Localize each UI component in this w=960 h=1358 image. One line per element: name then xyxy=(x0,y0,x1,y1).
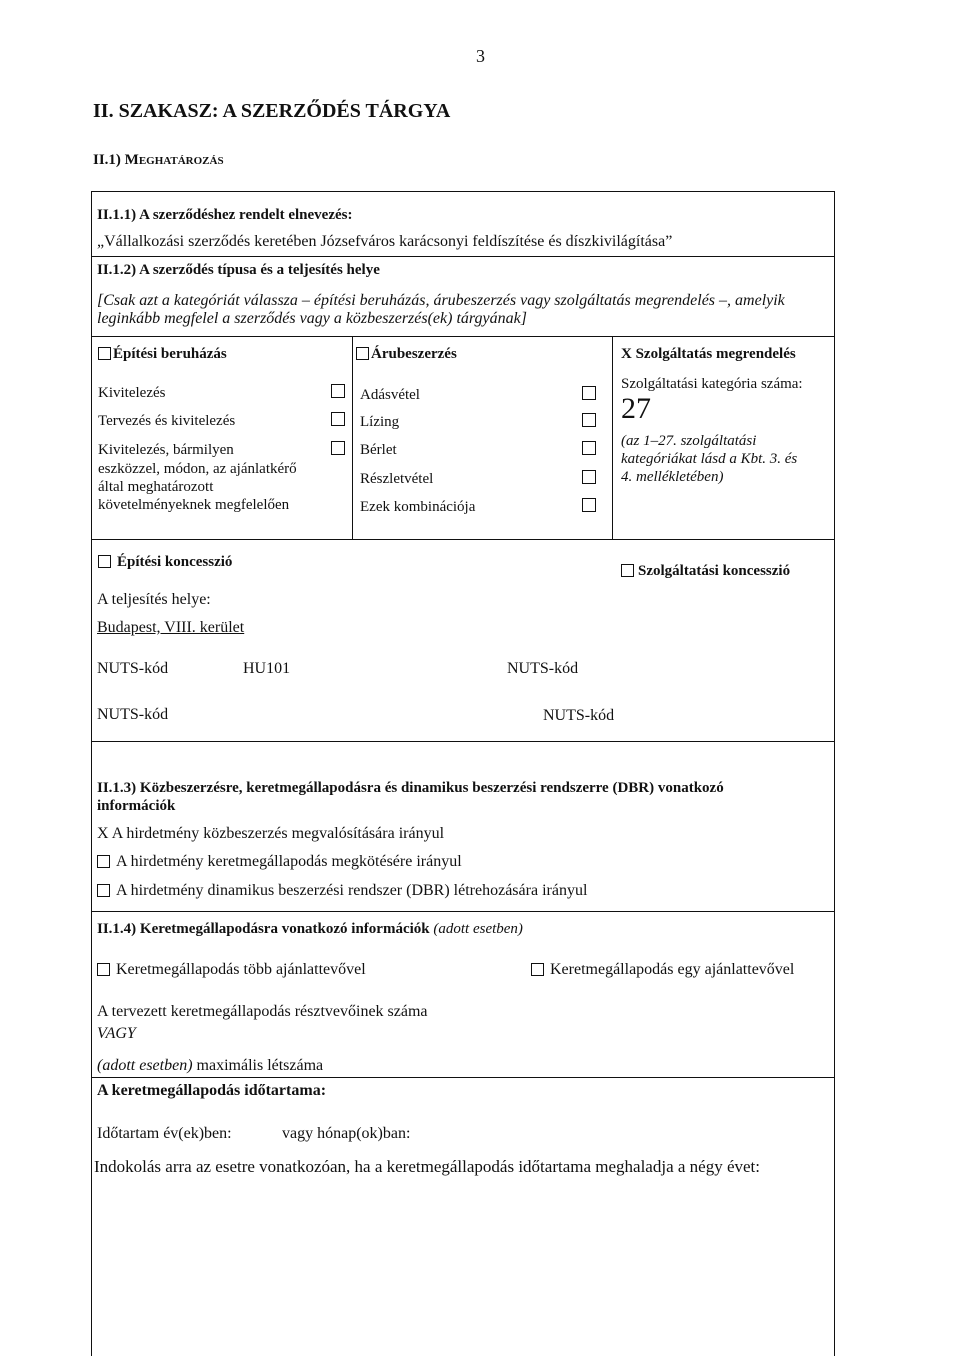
service-header xyxy=(621,346,796,363)
section-title: II. SZAKASZ: A SZERZŐDÉS TÁRGYA xyxy=(93,100,451,122)
s113-option-dps-checkbox[interactable] xyxy=(97,884,110,897)
s113-option-procurement xyxy=(97,825,444,843)
supply-item-lease: Lízing xyxy=(360,414,400,430)
service-concession-checkbox[interactable] xyxy=(621,564,634,577)
supply-title: Árubeszerzés xyxy=(371,346,457,362)
framework-single-label: Keretmegállapodás egy ajánlattevővel xyxy=(550,961,795,978)
divider-s114 xyxy=(91,911,835,912)
service-title: Szolgáltatás megrendelés xyxy=(635,346,796,362)
service-category-value[interactable]: 27 xyxy=(621,392,651,425)
works-item-any-means-3: által meghatározott xyxy=(98,479,214,495)
works-design-execution-checkbox[interactable] xyxy=(331,412,345,426)
s112-note-2: leginkább megfelel a szerződés vagy a közbeszerzés(ek) tárgyának] xyxy=(97,310,527,327)
works-any-means-checkbox[interactable] xyxy=(331,441,345,455)
service-concession-label: Szolgáltatási koncesszió xyxy=(638,563,791,579)
subsection-heading xyxy=(93,152,224,169)
form-top-border xyxy=(91,191,835,192)
duration-title: A keretmegállapodás időtartama: xyxy=(97,1082,327,1099)
s114-heading-text: II.1.4) Keretmegállapodásra vonatkozó információk xyxy=(97,921,430,937)
service-mark[interactable]: X xyxy=(621,346,632,362)
service-concession xyxy=(621,563,790,580)
divider-concessions xyxy=(91,539,835,540)
service-note-2: kategóriákat lásd a Kbt. 3. és xyxy=(621,451,798,467)
framework-single-checkbox[interactable] xyxy=(531,963,544,976)
works-item-any-means-4: követelményeknek megfelelően xyxy=(98,497,290,513)
works-concession xyxy=(98,554,232,571)
max-participants-italic: (adott esetben) xyxy=(97,1057,193,1074)
service-note-1: (az 1–27. szolgáltatási xyxy=(621,433,757,449)
form-left-border xyxy=(91,191,92,1356)
supply-purchase-checkbox[interactable] xyxy=(582,386,596,400)
framework-multi xyxy=(97,961,366,979)
s113-option-dps xyxy=(97,882,587,900)
page-number: 3 xyxy=(476,46,485,66)
works-item-any-means-1: Kivitelezés, bármilyen xyxy=(98,442,234,458)
works-concession-label: Építési koncesszió xyxy=(117,554,233,570)
s114-heading xyxy=(97,921,523,938)
nuts-label-2: NUTS-kód xyxy=(507,660,579,677)
supply-item-combination: Ezek kombinációja xyxy=(360,499,476,515)
supply-hire-purchase-checkbox[interactable] xyxy=(582,470,596,484)
service-category-label: Szolgáltatási kategória száma: xyxy=(621,376,803,392)
nuts-label-1: NUTS-kód xyxy=(97,660,169,677)
supply-item-hire-purchase: Részletvétel xyxy=(360,471,434,487)
nuts-value-1[interactable]: HU101 xyxy=(243,660,291,677)
supply-item-purchase: Adásvétel xyxy=(360,387,420,403)
nuts-label-4: NUTS-kód xyxy=(543,707,615,724)
s113-option-procurement-mark[interactable]: X xyxy=(97,825,109,842)
s113-option-dps-label: A hirdetmény dinamikus beszerzési rendszer (DBR) létrehozására irányul xyxy=(116,882,588,899)
divider-types xyxy=(91,336,835,337)
s113-option-procurement-label: A hirdetmény közbeszerzés megvalósítására irányul xyxy=(111,825,445,842)
col-divider-1 xyxy=(352,336,353,539)
divider-s112 xyxy=(91,256,835,257)
or-label: VAGY xyxy=(97,1025,136,1042)
form-right-border xyxy=(834,191,835,1356)
divider-s113 xyxy=(91,741,835,742)
s112-heading: II.1.2) A szerződés típusa és a teljesítés helye xyxy=(97,262,380,278)
works-concession-checkbox[interactable] xyxy=(98,555,111,568)
works-header xyxy=(98,346,227,363)
contract-title: „Vállalkozási szerződés keretében Józsefváros karácsonyi feldíszítése és díszkivilágítása” xyxy=(97,233,673,250)
framework-single xyxy=(531,961,794,979)
works-item-any-means-2: eszközzel, módon, az ajánlatkérő xyxy=(98,461,297,477)
framework-multi-checkbox[interactable] xyxy=(97,963,110,976)
place-label: A teljesítés helye: xyxy=(97,591,211,608)
subsection-title: Meghatározás xyxy=(124,152,224,168)
duration-years-label: Időtartam év(ek)ben: xyxy=(97,1125,232,1142)
s113-option-framework-checkbox[interactable] xyxy=(97,855,110,868)
s113-heading-2: információk xyxy=(97,798,176,814)
s113-option-framework-label: A hirdetmény keretmegállapodás megkötésére irányul xyxy=(116,853,462,870)
divider-duration xyxy=(91,1077,835,1078)
max-participants-label: maximális létszáma xyxy=(196,1057,324,1074)
supply-rental-checkbox[interactable] xyxy=(582,441,596,455)
s114-heading-italic: (adott esetben) xyxy=(433,921,523,937)
col-divider-2 xyxy=(612,336,613,539)
works-checkbox[interactable] xyxy=(98,347,111,360)
works-item-execution: Kivitelezés xyxy=(98,385,166,401)
framework-multi-label: Keretmegállapodás több ajánlattevővel xyxy=(116,961,366,978)
s111-heading: II.1.1) A szerződéshez rendelt elnevezés: xyxy=(97,207,353,223)
works-title: Építési beruházás xyxy=(113,346,227,362)
duration-months-label: vagy hónap(ok)ban: xyxy=(282,1125,411,1142)
s113-option-framework xyxy=(97,853,462,871)
works-execution-checkbox[interactable] xyxy=(331,384,345,398)
supply-lease-checkbox[interactable] xyxy=(582,413,596,427)
place-value[interactable]: Budapest, VIII. kerület xyxy=(97,619,245,636)
subsection-number: II.1) xyxy=(93,152,121,168)
s113-heading-1: II.1.3) Közbeszerzésre, keretmegállapodásra és dinamikus beszerzési rendszerre (DBR) vonatkozó xyxy=(97,780,724,796)
service-note-3: 4. mellékletében) xyxy=(621,469,724,485)
supply-combination-checkbox[interactable] xyxy=(582,498,596,512)
participants-label: A tervezett keretmegállapodás résztvevőinek száma xyxy=(97,1003,428,1020)
nuts-label-3: NUTS-kód xyxy=(97,706,169,723)
supply-header xyxy=(356,346,457,363)
justification-label: Indokolás arra az esetre vonatkozóan, ha a keretmegállapodás időtartama meghaladja a négy évet: xyxy=(94,1157,760,1176)
supply-item-rental: Bérlet xyxy=(360,442,397,458)
works-item-design-execution: Tervezés és kivitelezés xyxy=(98,413,236,429)
s112-note-1: [Csak azt a kategóriát válassza – építési beruházás, árubeszerzés vagy szolgáltatás megrendelés –, amelyik xyxy=(97,292,785,309)
supply-checkbox[interactable] xyxy=(356,347,369,360)
max-participants xyxy=(97,1057,323,1075)
